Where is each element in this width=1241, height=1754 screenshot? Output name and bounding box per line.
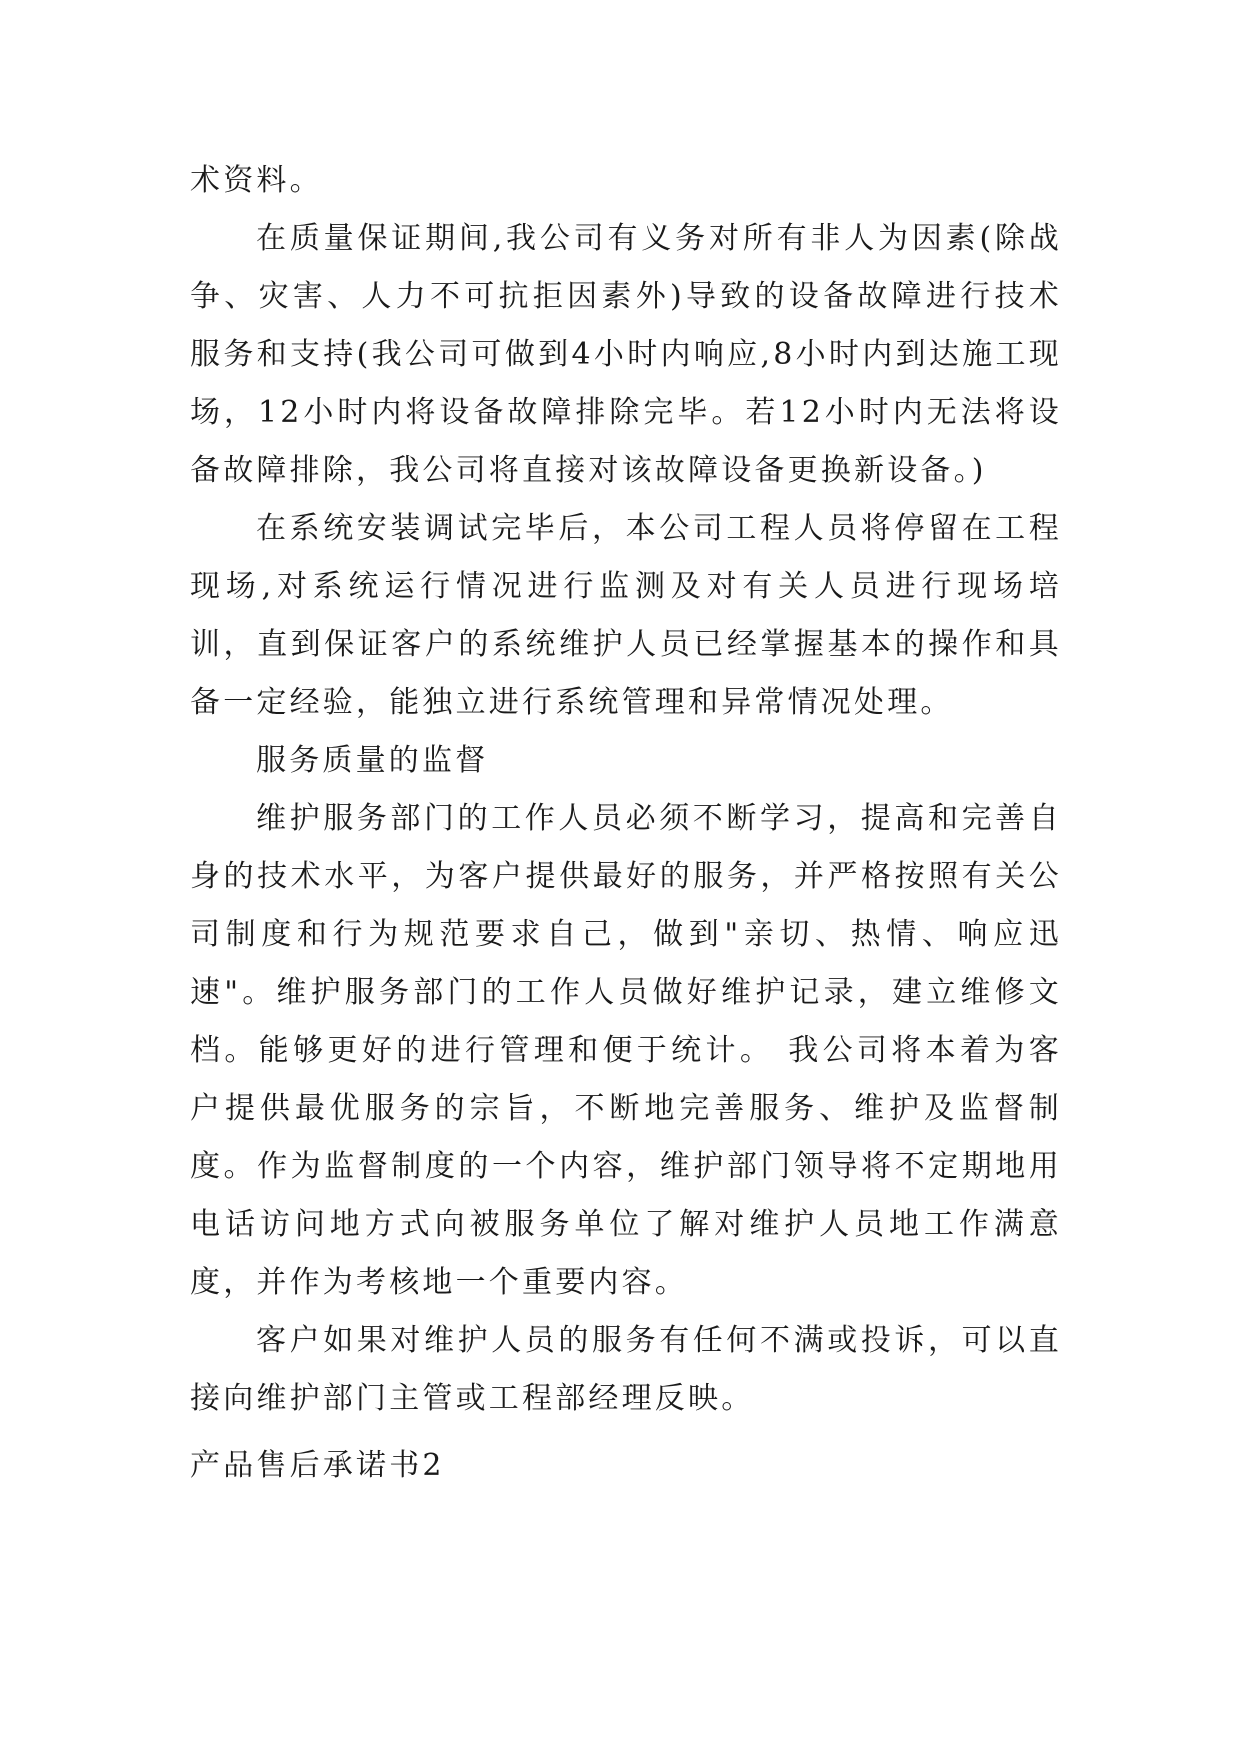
paragraph-continuation: 术资料。 [190, 163, 323, 198]
document-body [190, 152, 1062, 1428]
section-heading: 产品售后承诺书2 [190, 1448, 445, 1483]
paragraph-complaints: 客户如果对维护人员的服务有任何不满或投诉，可以直接向维护部门主管或工程部经理反映。 [190, 1323, 1062, 1416]
paragraph-warranty-service: 在质量保证期间,我公司有义务对所有非人为因素(除战争、灾害、人力不可抗拒因素外)导致的设备故障进行技术服务和支持(我公司可做到4小时内响应,8小时内到达施工现场，12小时内将设备故障排除完毕。若12小时内无法将设备故障排除，我公司将直接对该故障设备更换新设备。) [190, 221, 1062, 488]
paragraph-service-quality: 维护服务部门的工作人员必须不断学习，提高和完善自身的技术水平，为客户提供最好的服务，并严格按照有关公司制度和行为规范要求自己，做到"亲切、热情、响应迅速"。维护服务部门的工作人员做好维护记录，建立维修文档。能够更好的进行管理和便于统计。 我公司将本着为客户提供最优服务的宗旨，不断地完善服务、维护及监督制度。作为监督制度的一个内容，维护部门领导将不定期地用电话访问地方式向被服务单位了解对维护人员地工作满意度，并作为考核地一个重要内容。 [190, 801, 1062, 1300]
paragraph-installation-training: 在系统安装调试完毕后，本公司工程人员将停留在工程现场,对系统运行情况进行监测及对有关人员进行现场培训，直到保证客户的系统维护人员已经掌握基本的操作和具备一定经验，能独立进行系统管理和异常情况处理。 [190, 511, 1062, 720]
subheading-service-supervision: 服务质量的监督 [256, 743, 489, 778]
